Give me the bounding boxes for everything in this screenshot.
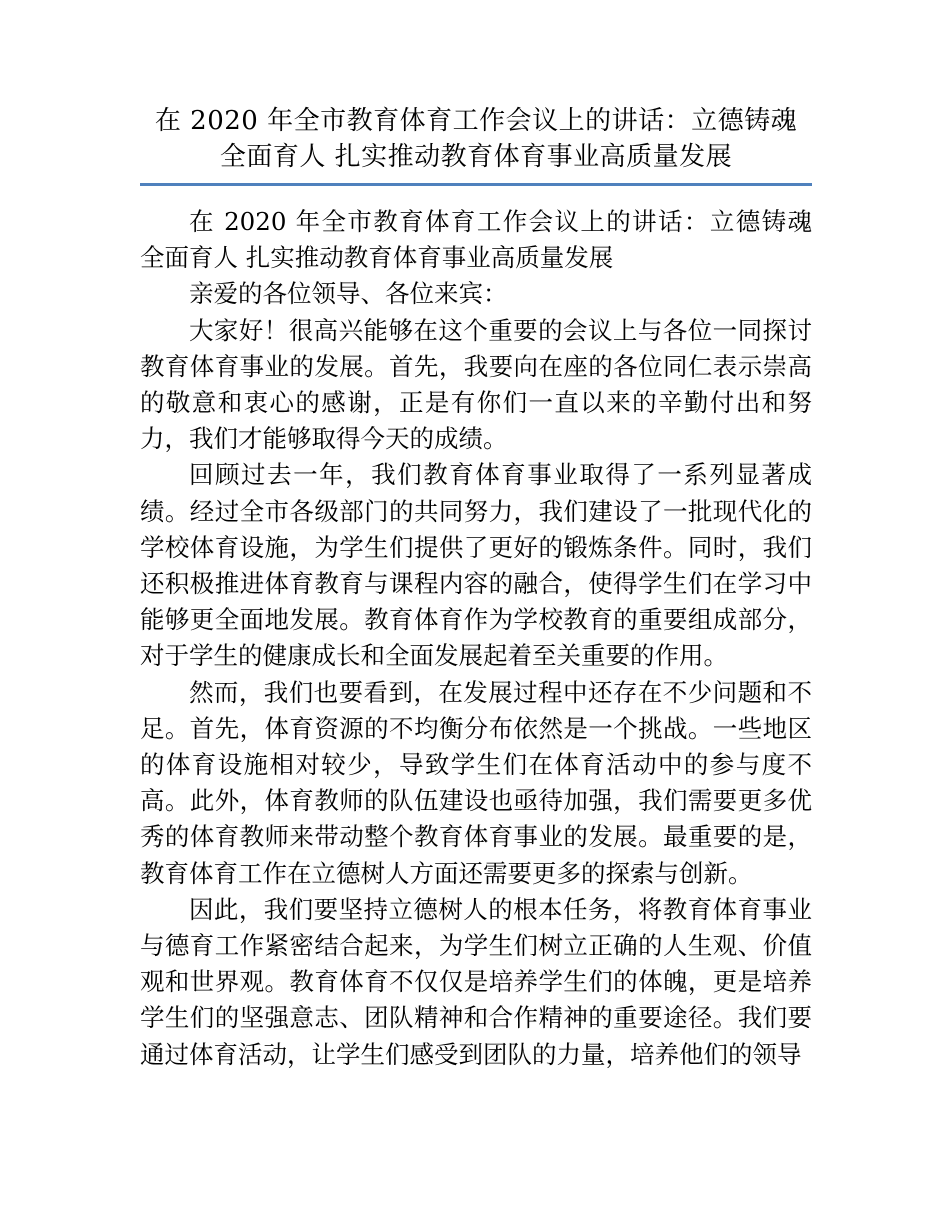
title-line-2: 全面育人 扎实推动教育体育事业高质量发展 — [219, 142, 733, 172]
paragraph: 然而，我们也要看到，在发展过程中还存在不少问题和不足。首先，体育资源的不均衡分布依然是一个挑战。一些地区的体育设施相对较少，导致学生们在体育活动中的参与度不高。此外，体育教师的队伍建设也亟待加强，我们需要更多优秀的体育教师来带动整个教育体育事业的发展。最重要的是，教育体育工作在立德树人方面还需要更多的探索与创新。 — [140, 677, 812, 888]
document-title — [140, 103, 812, 175]
title-divider — [140, 183, 812, 186]
paragraph: 回顾过去一年，我们教育体育事业取得了一系列显著成绩。经过全市各级部门的共同努力，我们建设了一批现代化的学校体育设施，为学生们提供了更好的锻炼条件。同时，我们还积极推进体育教育与课程内容的融合，使得学生们在学习中能够更全面地发展。教育体育作为学校教育的重要组成部分，对于学生的健康成长和全面发展起着至关重要的作用。 — [140, 460, 812, 671]
paragraph: 在 2020 年全市教育体育工作会议上的讲话：立德铸魂 全面育人 扎实推动教育体育事业高质量发展 — [140, 207, 812, 273]
document-body — [140, 204, 812, 1073]
paragraph: 亲爱的各位领导、各位来宾： — [189, 279, 508, 309]
title-line-1: 在 2020 年全市教育体育工作会议上的讲话：立德铸魂 — [154, 106, 798, 136]
paragraph: 因此，我们要坚持立德树人的根本任务，将教育体育事业与德育工作紧密结合起来，为学生们树立正确的人生观、价值观和世界观。教育体育不仅仅是培养学生们的体魄，更是培养学生们的坚强意志、团队精神和合作精神的重要途径。我们要通过体育活动，让学生们感受到团队的力量，培养他们的领导 — [140, 894, 812, 1069]
paragraph: 大家好！很高兴能够在这个重要的会议上与各位一同探讨教育体育事业的发展。首先，我要向在座的各位同仁表示崇高的敬意和衷心的感谢，正是有你们一直以来的辛勤付出和努力，我们才能够取得今天的成绩。 — [140, 315, 812, 454]
